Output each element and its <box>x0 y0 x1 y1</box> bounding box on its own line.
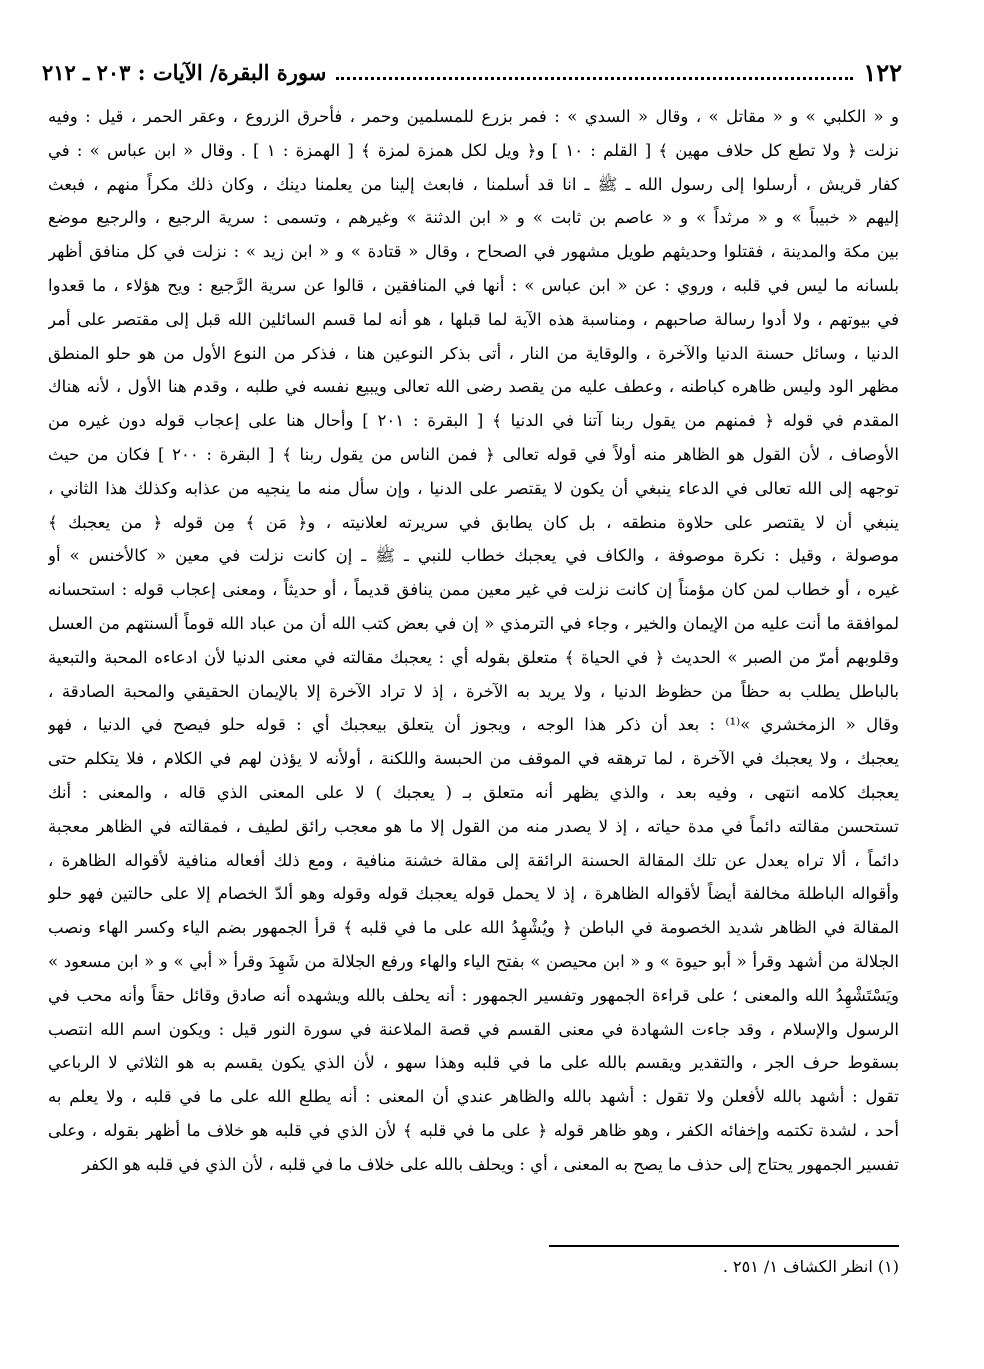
footnote-separator <box>549 1245 899 1247</box>
page-number: ١٢٢ <box>863 58 902 87</box>
text-line: موصولة ، وقيل : نكرة موصوفة ، والكاف في يعجبك خطاب للنبي ـ ﷺ ـ إن كانت نزلت في معين « كالأخنس » أو <box>48 546 899 566</box>
main-text <box>48 100 899 1182</box>
text-line: وقلوبهم أمرّ من الصبر » الحديث ﴿ في الحياة ﴾ متعلق بقوله أي : يعجبك مقالته في معنى الدنيا لأن ادعاءه المحبة والتبعية <box>48 647 899 667</box>
text-line: في بيوتهم ، ولا أدوا رسالة صاحبهم ، ومناسبة هذه الآية لما قبلها ، هو أنه لما قسم السائلين الله قبل إلى مقتصر على أمر <box>48 309 899 329</box>
text-line: يعجبك كلامه انتهى ، وفيه بعد ، والذي يظهر أنه متعلق بـ ( يعجبك ) لا على المعنى الذي قاله ، والمعنى : أنك <box>48 782 899 802</box>
text-line: الرسول والإسلام ، وقد جاءت الشهادة في معنى القسم في قصة الملاعنة في سورة النور قيل : ويكون اسم الله انتصب <box>48 1019 899 1039</box>
text-line: أحد ، لشدة تكتمه وإخفائه الكفر ، وهو ظاهر قوله ﴿ على ما في قلبه ﴾ لأن الذي في قلبه هو خلاف ما أظهر بقوله ، وعلى <box>48 1120 899 1140</box>
text-line: و « الكلبي » و « مقاتل » ، وقال « السدي » : فمر بزرع للمسلمين وحمر ، فأحرق الزروع ، وعقر الحمر ، قيل : وفيه <box>48 107 899 126</box>
text-line: المقالة في الظاهر شديد الخصومة في الباطن ﴿ ويُشْهِدُ الله على ما في قلبه ﴾ قرأ الجمهور بضم الياء وكسر الهاء ونصب <box>48 918 899 938</box>
text-line: الجلالة من أشهد وقرأ « أبو حيوة » و « ابن محيصن » بفتح الياء والهاء ورفع الجلالة من شَهِدَ وقرأ « أبي » و « ابن مسعود » <box>48 951 899 971</box>
text-line: كفار قريش ، أرسلوا إلى رسول الله ـ ﷺ ـ انا قد أسلمنا ، فابعث إلينا من يعلمنا دينك ، وكان ذلك مكراً منهم ، فبعث <box>48 174 899 194</box>
text-line: تقول : أشهد بالله لأفعلن ولا تقول : أشهد بالله والظاهر عندي أن المعنى : أنه يطلع الله على ما في قلبه ، ولا يعلم به <box>48 1087 899 1107</box>
text-line: المقدم في قوله ﴿ فمنهم من يقول ربنا آتنا في الدنيا ﴾ [ البقرة : ٢٠١ ] وأحال هنا على إعجاب قوله دون غيره من <box>48 411 899 431</box>
text-line: مظهر الود وليس ظاهره كباطنه ، وعطف عليه من يقصد رضى الله تعالى ويبيع نفسه في طلبه ، وقدم هنا الأول ، لأنه هناك <box>48 377 899 397</box>
running-header <box>42 52 902 86</box>
text-line: دائماً ، ألا تراه يعدل عن تلك المقالة الحسنة الرائقة إلى مقالة خشنة منافية ، ومع ذلك أفعاله منافية لأقواله الظاهرة ، <box>48 850 899 870</box>
text-line: نزلت ﴿ ولا تطع كل حلاف مهين ﴾ [ القلم : ١٠ ] و﴿ ويل لكل همزة لمزة ﴾ [ الهمزة : ١ ] . وقال « ابن عباس » : في <box>48 140 899 160</box>
running-title: سورة البقرة/ الآيات : ٢٠٣ ـ ٢١٢ <box>42 60 327 85</box>
text-line: تستحسن مقالته دائماً في مدة حياته ، إذ لا يصدر منه من القول إلا ما هو معجب رائق لطيف ، فمقالته في الظاهر معجبة <box>48 816 899 836</box>
text-line: وأقواله الباطلة مخالفة أيضاً لأقواله الظاهرة ، إذ لا يحمل قوله يعجبك قوله وقوله وهو ألدّ الخصام إلا على حالتين فهو حلو <box>48 884 899 904</box>
footnote: (١) انظر الكشاف ١/ ٢٥١ . <box>722 1257 899 1276</box>
text-line: يعجبك ، ولا يعجبك في الآخرة ، لما ترهقه في الموقف من الحبسة واللكنة ، أولأنه لا يؤذن لهم في الكلام ، فلا يتكلم حتى <box>48 749 899 769</box>
header-dot-leader <box>336 76 853 80</box>
text-line: بين مكة والمدينة ، فقتلوا وحديثهم طويل مشهور في الصحاح ، وقال « قتادة » و « ابن زيد » : نزلت في كل منافق أظهر <box>48 242 899 262</box>
text-line: بالباطل يطلب به حظاً من حظوظ الدنيا ، ولا يريد به الآخرة ، إذ لا تراد الآخرة إلا بالإيمان الحقيقي والمحبة الصادقة ، <box>48 681 899 701</box>
text-line: ينبغي أن لا يقتصر على حلاوة منطقه ، بل كان يطابق في سريرته لعلانيته ، و﴿ مَن ﴾ مِن قوله ﴿ من يعجبك ﴾ <box>48 512 899 532</box>
text-line: توجهه إلى الله تعالى في الدعاء ينبغي أن يكون لا يقتصر على الدنيا ، وإن سأل منه ما ينجيه من عذابه وكذلك هذا الثاني ، <box>48 478 899 498</box>
text-line: ويَسْتَشْهِدُ الله والمعنى ؛ على قراءة الجمهور وتفسير الجمهور : أنه يحلف بالله ويشهده أنه صادق وقائل حقاً وأنه محب في <box>48 985 899 1005</box>
text-line: غيره ، أو خطاب لمن كان مؤمناً إن كانت نزلت في غير معين ممن ينافق قديماً ، أو حديثاً ، ومعنى إعجاب قوله : استحسانه <box>48 580 899 600</box>
text-line: بلسانه ما ليس في قلبه ، وروي : عن « ابن عباس » : أنها في المنافقين ، قالوا عن سرية الرَّجيع : ويح هؤلاء ، ما قعدوا <box>48 275 899 295</box>
text-line: بسقوط حرف الجر ، والتقدير ويقسم بالله على ما في قلبه وهذا سهو ، لأن الذي يكون يقسم به هو الثلاثي لا الرباعي <box>48 1053 899 1073</box>
text-line: تفسير الجمهور يحتاج إلى حذف ما يصح به المعنى ، أي : ويحلف بالله على خلاف ما في قلبه ، لأن الذي في قلبه هو الكفر <box>82 1154 899 1174</box>
text-line: لموافقة ما أنت عليه من الإيمان والخير ، وجاء في الترمذي « إن في بعض كتب الله أن من عباد الله قوماً ألسنتهم من العسل <box>48 613 899 633</box>
text-line: الأوصاف ، لأن القول هو الظاهر منه أولاً في قوله تعالى ﴿ فمن الناس من يقول ربنا ﴾ [ البقرة : ٢٠٠ ] فكان من حيث <box>48 444 899 464</box>
text-line: الدنيا ، وسائل حسنة الدنيا والآخرة ، والوقاية من النار ، أتى بذكر النوعين هنا ، فذكر من النوع الأول من هو حلو المنطق <box>48 343 899 363</box>
text-line: إليهم « خبيباً » و « مرثداً » و « عاصم بن ثابت » و « ابن الدثنة » وغيرهم ، وتسمى : سرية الرجيع ، والرجيع موضع <box>48 208 899 228</box>
text-line: وقال « الزمخشري »⁽¹⁾ : بعد أن ذكر هذا الوجه ، ويجوز أن يتعلق بيعجبك أي : قوله حلو فيصح في الدنيا ، فهو <box>48 715 899 735</box>
